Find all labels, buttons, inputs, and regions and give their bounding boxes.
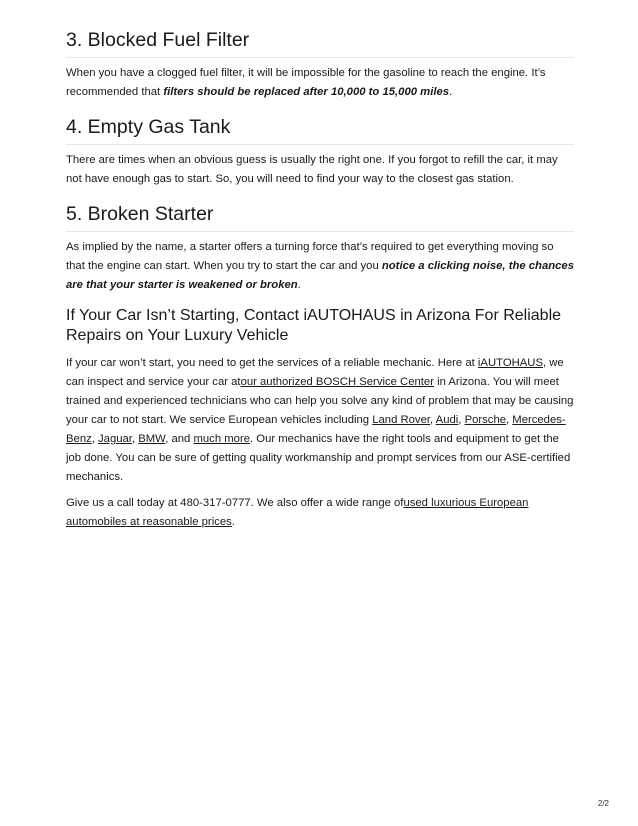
- text: ,: [91, 433, 99, 445]
- text: .: [297, 279, 301, 291]
- link-land-rover[interactable]: Land Rover: [372, 414, 430, 426]
- text: , we can inspect and service your car at: [66, 357, 564, 388]
- link-iautohaus[interactable]: iAUTOHAUS: [477, 357, 543, 369]
- heading-contact: If Your Car Isn’t Starting, Contact iAUTOHAUS in Arizona For Reliable Repairs on Your Luxury Vehicle: [66, 307, 562, 344]
- emphasis-filter-replacement: filters should be replaced after 10,000 to 15,000 miles: [163, 86, 450, 98]
- paragraph-broken-starter: [66, 238, 574, 295]
- emphasis-clicking-noise: notice a clicking noise, the chances are that your starter is weakened or broken: [66, 260, 574, 291]
- paragraph-call-us: [66, 494, 574, 532]
- heading-empty-gas-tank: 4. Empty Gas Tank: [66, 115, 574, 145]
- text: ,: [430, 414, 436, 426]
- link-bosch-service-center[interactable]: our authorized BOSCH Service Center: [240, 376, 434, 388]
- text: As implied by the name, a starter offers a turning force that’s required to get everything moving so that the engine can start. When you try to start the car and you: [66, 241, 554, 272]
- link-jaguar[interactable]: Jaguar: [98, 433, 132, 445]
- heading-blocked-fuel-filter: 3. Blocked Fuel Filter: [66, 28, 574, 58]
- link-mercedes-benz[interactable]: Mercedes-Benz: [66, 414, 566, 445]
- text: , and: [165, 433, 194, 445]
- text: . Our mechanics have the right tools and equipment to get the job done. You can be sure of getting quality workmanship and prompt services from our ASE-certified mechanics.: [66, 433, 571, 483]
- text: ,: [506, 414, 513, 426]
- link-bmw[interactable]: BMW: [138, 433, 166, 445]
- link-much-more[interactable]: much more: [193, 433, 250, 445]
- paragraph-empty-gas-tank: There are times when an obvious guess is usually the right one. If you forgot to refill the car, it may not have enough gas to start. So, you will need to find your way to the closest gas station.: [66, 154, 558, 185]
- text: When you have a clogged fuel filter, it will be impossible for the gasoline to reach the engine. It’s recommended that: [66, 67, 546, 98]
- text: .: [449, 86, 453, 98]
- link-porsche[interactable]: Porsche: [464, 414, 507, 426]
- text: Give us a call today at 480-317-0777. We also offer a wide range of: [66, 497, 404, 509]
- paragraph-blocked-fuel-filter: [66, 64, 574, 102]
- paragraph-contact: [66, 354, 574, 487]
- text: ,: [131, 433, 139, 445]
- link-audi[interactable]: Audi: [435, 414, 459, 426]
- document-page: [66, 28, 574, 532]
- page-number: 2/2: [597, 799, 609, 808]
- text: in Arizona. You will meet trained and experienced technicians who can help you solve any kind of problem that may be causing your car to not start. We service European vehicles including: [66, 376, 574, 426]
- heading-broken-starter: 5. Broken Starter: [66, 202, 574, 232]
- text: If your car won’t start, you need to get the services of a reliable mechanic. Here at: [66, 357, 478, 369]
- link-used-european-automobiles[interactable]: used luxurious European automobiles at reasonable prices: [66, 497, 529, 528]
- text: ,: [458, 414, 465, 426]
- text: .: [231, 516, 235, 528]
